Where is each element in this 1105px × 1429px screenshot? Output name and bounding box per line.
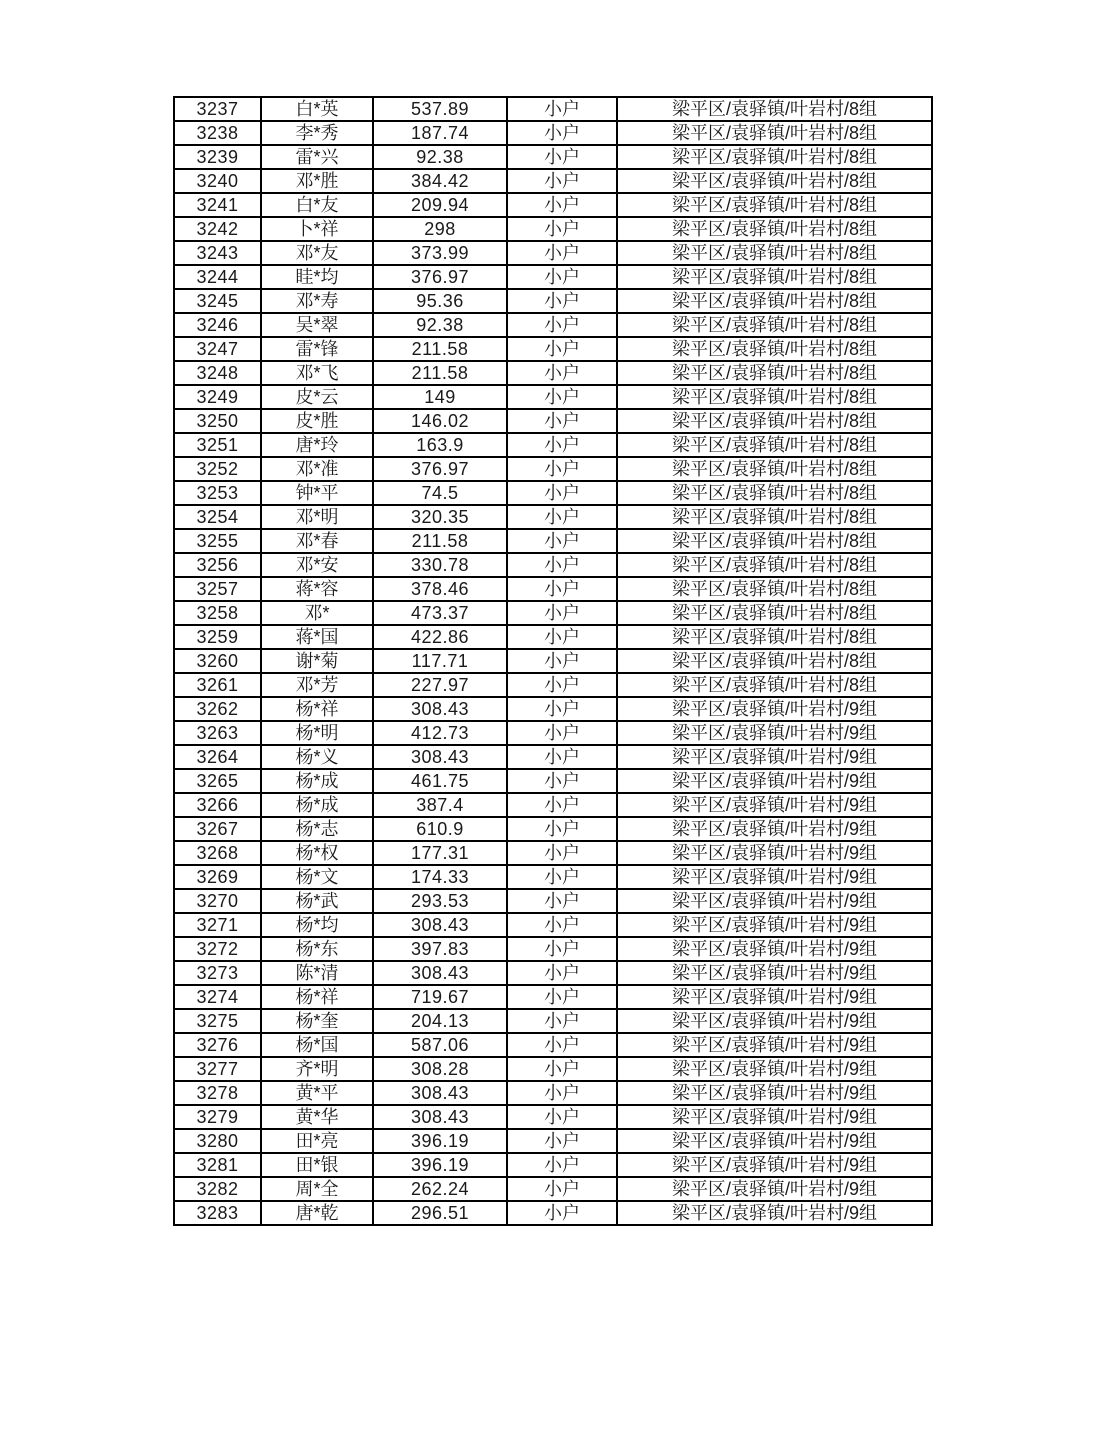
table-row [174, 937, 932, 961]
cell-serial-number: 3252 [174, 457, 261, 481]
cell-household-type: 小户 [507, 289, 617, 313]
cell-household-type: 小户 [507, 745, 617, 769]
cell-serial-number: 3244 [174, 265, 261, 289]
cell-name: 田*银 [261, 1153, 373, 1177]
cell-location: 梁平区/袁驿镇/叶岩村/8组 [617, 265, 932, 289]
cell-area-value: 209.94 [373, 193, 507, 217]
cell-name: 邓* [261, 601, 373, 625]
cell-serial-number: 3267 [174, 817, 261, 841]
cell-serial-number: 3251 [174, 433, 261, 457]
table-row [174, 97, 932, 121]
cell-household-type: 小户 [507, 649, 617, 673]
cell-household-type: 小户 [507, 889, 617, 913]
cell-name: 皮*胜 [261, 409, 373, 433]
cell-location: 梁平区/袁驿镇/叶岩村/8组 [617, 97, 932, 121]
cell-area-value: 187.74 [373, 121, 507, 145]
cell-area-value: 397.83 [373, 937, 507, 961]
cell-area-value: 308.43 [373, 961, 507, 985]
table-row [174, 841, 932, 865]
cell-name: 白*英 [261, 97, 373, 121]
cell-name: 邓*春 [261, 529, 373, 553]
cell-name: 杨*义 [261, 745, 373, 769]
cell-area-value: 74.5 [373, 481, 507, 505]
cell-area-value: 308.43 [373, 913, 507, 937]
cell-household-type: 小户 [507, 961, 617, 985]
cell-name: 邓*准 [261, 457, 373, 481]
table-row [174, 433, 932, 457]
cell-name: 白*友 [261, 193, 373, 217]
cell-area-value: 587.06 [373, 1033, 507, 1057]
table-row [174, 889, 932, 913]
cell-location: 梁平区/袁驿镇/叶岩村/8组 [617, 481, 932, 505]
cell-name: 邓*友 [261, 241, 373, 265]
cell-location: 梁平区/袁驿镇/叶岩村/9组 [617, 745, 932, 769]
table-row [174, 865, 932, 889]
cell-serial-number: 3281 [174, 1153, 261, 1177]
cell-area-value: 422.86 [373, 625, 507, 649]
table-row [174, 961, 932, 985]
cell-name: 杨*奎 [261, 1009, 373, 1033]
cell-serial-number: 3258 [174, 601, 261, 625]
cell-location: 梁平区/袁驿镇/叶岩村/9组 [617, 889, 932, 913]
cell-area-value: 412.73 [373, 721, 507, 745]
cell-area-value: 298 [373, 217, 507, 241]
table-row [174, 697, 932, 721]
cell-location: 梁平区/袁驿镇/叶岩村/8组 [617, 121, 932, 145]
cell-area-value: 174.33 [373, 865, 507, 889]
table-row [174, 481, 932, 505]
cell-location: 梁平区/袁驿镇/叶岩村/8组 [617, 409, 932, 433]
cell-household-type: 小户 [507, 577, 617, 601]
cell-serial-number: 3283 [174, 1201, 261, 1225]
cell-serial-number: 3265 [174, 769, 261, 793]
table-row [174, 601, 932, 625]
table-row [174, 1129, 932, 1153]
cell-location: 梁平区/袁驿镇/叶岩村/8组 [617, 145, 932, 169]
cell-household-type: 小户 [507, 1201, 617, 1225]
cell-serial-number: 3274 [174, 985, 261, 1009]
cell-serial-number: 3277 [174, 1057, 261, 1081]
cell-location: 梁平区/袁驿镇/叶岩村/9组 [617, 793, 932, 817]
cell-serial-number: 3282 [174, 1177, 261, 1201]
cell-name: 杨*志 [261, 817, 373, 841]
table-row [174, 145, 932, 169]
cell-area-value: 473.37 [373, 601, 507, 625]
cell-household-type: 小户 [507, 817, 617, 841]
cell-serial-number: 3269 [174, 865, 261, 889]
cell-area-value: 396.19 [373, 1129, 507, 1153]
cell-household-type: 小户 [507, 1153, 617, 1177]
cell-household-type: 小户 [507, 601, 617, 625]
cell-serial-number: 3245 [174, 289, 261, 313]
cell-location: 梁平区/袁驿镇/叶岩村/8组 [617, 169, 932, 193]
cell-area-value: 146.02 [373, 409, 507, 433]
cell-serial-number: 3255 [174, 529, 261, 553]
table-row [174, 1033, 932, 1057]
cell-area-value: 461.75 [373, 769, 507, 793]
household-area-table [173, 96, 933, 1226]
table-row [174, 193, 932, 217]
cell-household-type: 小户 [507, 1105, 617, 1129]
cell-household-type: 小户 [507, 937, 617, 961]
cell-location: 梁平区/袁驿镇/叶岩村/8组 [617, 505, 932, 529]
cell-household-type: 小户 [507, 97, 617, 121]
cell-household-type: 小户 [507, 1081, 617, 1105]
cell-household-type: 小户 [507, 769, 617, 793]
cell-serial-number: 3264 [174, 745, 261, 769]
cell-location: 梁平区/袁驿镇/叶岩村/8组 [617, 289, 932, 313]
cell-serial-number: 3273 [174, 961, 261, 985]
cell-serial-number: 3241 [174, 193, 261, 217]
cell-serial-number: 3278 [174, 1081, 261, 1105]
cell-household-type: 小户 [507, 529, 617, 553]
cell-serial-number: 3263 [174, 721, 261, 745]
cell-location: 梁平区/袁驿镇/叶岩村/8组 [617, 577, 932, 601]
cell-location: 梁平区/袁驿镇/叶岩村/9组 [617, 1153, 932, 1177]
cell-household-type: 小户 [507, 217, 617, 241]
cell-household-type: 小户 [507, 841, 617, 865]
table-row [174, 313, 932, 337]
table-row [174, 217, 932, 241]
table-row [174, 121, 932, 145]
cell-serial-number: 3247 [174, 337, 261, 361]
cell-area-value: 376.97 [373, 265, 507, 289]
cell-area-value: 95.36 [373, 289, 507, 313]
cell-name: 雷*锋 [261, 337, 373, 361]
cell-location: 梁平区/袁驿镇/叶岩村/9组 [617, 985, 932, 1009]
table-row [174, 457, 932, 481]
cell-name: 邓*胜 [261, 169, 373, 193]
cell-name: 杨*国 [261, 1033, 373, 1057]
table-row [174, 577, 932, 601]
cell-household-type: 小户 [507, 265, 617, 289]
cell-name: 皮*云 [261, 385, 373, 409]
cell-serial-number: 3253 [174, 481, 261, 505]
cell-household-type: 小户 [507, 433, 617, 457]
cell-household-type: 小户 [507, 1009, 617, 1033]
table-row [174, 673, 932, 697]
cell-serial-number: 3262 [174, 697, 261, 721]
cell-location: 梁平区/袁驿镇/叶岩村/8组 [617, 385, 932, 409]
cell-location: 梁平区/袁驿镇/叶岩村/8组 [617, 433, 932, 457]
cell-name: 田*亮 [261, 1129, 373, 1153]
cell-area-value: 308.43 [373, 1081, 507, 1105]
cell-location: 梁平区/袁驿镇/叶岩村/8组 [617, 361, 932, 385]
cell-serial-number: 3237 [174, 97, 261, 121]
cell-name: 杨*成 [261, 793, 373, 817]
cell-area-value: 117.71 [373, 649, 507, 673]
cell-name: 杨*均 [261, 913, 373, 937]
cell-household-type: 小户 [507, 721, 617, 745]
cell-name: 唐*乾 [261, 1201, 373, 1225]
cell-location: 梁平区/袁驿镇/叶岩村/8组 [617, 673, 932, 697]
table-row [174, 553, 932, 577]
table-row [174, 745, 932, 769]
cell-name: 杨*成 [261, 769, 373, 793]
cell-area-value: 384.42 [373, 169, 507, 193]
cell-area-value: 308.43 [373, 1105, 507, 1129]
cell-household-type: 小户 [507, 793, 617, 817]
cell-serial-number: 3257 [174, 577, 261, 601]
table-row [174, 505, 932, 529]
cell-area-value: 92.38 [373, 313, 507, 337]
cell-area-value: 211.58 [373, 337, 507, 361]
cell-household-type: 小户 [507, 457, 617, 481]
cell-location: 梁平区/袁驿镇/叶岩村/8组 [617, 457, 932, 481]
cell-name: 齐*明 [261, 1057, 373, 1081]
cell-area-value: 211.58 [373, 361, 507, 385]
cell-area-value: 396.19 [373, 1153, 507, 1177]
table-row [174, 1105, 932, 1129]
cell-household-type: 小户 [507, 697, 617, 721]
cell-area-value: 610.9 [373, 817, 507, 841]
cell-area-value: 204.13 [373, 1009, 507, 1033]
cell-name: 杨*武 [261, 889, 373, 913]
cell-serial-number: 3259 [174, 625, 261, 649]
cell-location: 梁平区/袁驿镇/叶岩村/9组 [617, 1177, 932, 1201]
cell-serial-number: 3271 [174, 913, 261, 937]
cell-area-value: 373.99 [373, 241, 507, 265]
cell-household-type: 小户 [507, 193, 617, 217]
cell-household-type: 小户 [507, 313, 617, 337]
cell-location: 梁平区/袁驿镇/叶岩村/9组 [617, 1105, 932, 1129]
table-row [174, 289, 932, 313]
table-row [174, 265, 932, 289]
table-row [174, 625, 932, 649]
cell-serial-number: 3238 [174, 121, 261, 145]
cell-name: 吴*翠 [261, 313, 373, 337]
cell-name: 眭*均 [261, 265, 373, 289]
cell-area-value: 320.35 [373, 505, 507, 529]
cell-serial-number: 3260 [174, 649, 261, 673]
cell-name: 杨*权 [261, 841, 373, 865]
cell-household-type: 小户 [507, 625, 617, 649]
cell-serial-number: 3254 [174, 505, 261, 529]
table-row [174, 913, 932, 937]
cell-area-value: 92.38 [373, 145, 507, 169]
cell-location: 梁平区/袁驿镇/叶岩村/8组 [617, 241, 932, 265]
table-row [174, 1057, 932, 1081]
cell-name: 杨*文 [261, 865, 373, 889]
table-row [174, 361, 932, 385]
cell-household-type: 小户 [507, 385, 617, 409]
cell-area-value: 262.24 [373, 1177, 507, 1201]
cell-area-value: 376.97 [373, 457, 507, 481]
cell-area-value: 308.43 [373, 745, 507, 769]
cell-area-value: 211.58 [373, 529, 507, 553]
cell-household-type: 小户 [507, 1129, 617, 1153]
cell-serial-number: 3272 [174, 937, 261, 961]
cell-name: 黄*华 [261, 1105, 373, 1129]
cell-location: 梁平区/袁驿镇/叶岩村/8组 [617, 193, 932, 217]
cell-serial-number: 3249 [174, 385, 261, 409]
cell-serial-number: 3279 [174, 1105, 261, 1129]
cell-area-value: 149 [373, 385, 507, 409]
cell-location: 梁平区/袁驿镇/叶岩村/9组 [617, 1009, 932, 1033]
table-row [174, 1153, 932, 1177]
cell-household-type: 小户 [507, 169, 617, 193]
cell-location: 梁平区/袁驿镇/叶岩村/8组 [617, 529, 932, 553]
table-row [174, 1201, 932, 1225]
table-row [174, 985, 932, 1009]
cell-household-type: 小户 [507, 865, 617, 889]
cell-household-type: 小户 [507, 505, 617, 529]
cell-serial-number: 3276 [174, 1033, 261, 1057]
cell-household-type: 小户 [507, 553, 617, 577]
cell-name: 卜*祥 [261, 217, 373, 241]
cell-name: 杨*东 [261, 937, 373, 961]
cell-area-value: 537.89 [373, 97, 507, 121]
cell-location: 梁平区/袁驿镇/叶岩村/9组 [617, 961, 932, 985]
table-row [174, 1177, 932, 1201]
cell-name: 蒋*国 [261, 625, 373, 649]
cell-location: 梁平区/袁驿镇/叶岩村/9组 [617, 1057, 932, 1081]
cell-household-type: 小户 [507, 481, 617, 505]
cell-household-type: 小户 [507, 1177, 617, 1201]
cell-serial-number: 3240 [174, 169, 261, 193]
cell-household-type: 小户 [507, 1057, 617, 1081]
cell-location: 梁平区/袁驿镇/叶岩村/9组 [617, 937, 932, 961]
table-row [174, 385, 932, 409]
cell-name: 杨*祥 [261, 985, 373, 1009]
cell-location: 梁平区/袁驿镇/叶岩村/9组 [617, 865, 932, 889]
cell-name: 雷*兴 [261, 145, 373, 169]
cell-serial-number: 3242 [174, 217, 261, 241]
cell-name: 周*全 [261, 1177, 373, 1201]
cell-name: 邓*芳 [261, 673, 373, 697]
cell-area-value: 296.51 [373, 1201, 507, 1225]
cell-name: 谢*菊 [261, 649, 373, 673]
cell-name: 邓*明 [261, 505, 373, 529]
cell-name: 蒋*容 [261, 577, 373, 601]
cell-name: 钟*平 [261, 481, 373, 505]
cell-area-value: 387.4 [373, 793, 507, 817]
cell-household-type: 小户 [507, 241, 617, 265]
cell-serial-number: 3280 [174, 1129, 261, 1153]
cell-location: 梁平区/袁驿镇/叶岩村/9组 [617, 1129, 932, 1153]
table-row [174, 769, 932, 793]
cell-location: 梁平区/袁驿镇/叶岩村/8组 [617, 649, 932, 673]
cell-area-value: 378.46 [373, 577, 507, 601]
cell-serial-number: 3256 [174, 553, 261, 577]
cell-serial-number: 3275 [174, 1009, 261, 1033]
cell-location: 梁平区/袁驿镇/叶岩村/9组 [617, 913, 932, 937]
cell-serial-number: 3270 [174, 889, 261, 913]
cell-serial-number: 3243 [174, 241, 261, 265]
cell-household-type: 小户 [507, 121, 617, 145]
cell-area-value: 719.67 [373, 985, 507, 1009]
table-row [174, 529, 932, 553]
cell-area-value: 308.43 [373, 697, 507, 721]
cell-household-type: 小户 [507, 145, 617, 169]
table-row [174, 817, 932, 841]
cell-area-value: 177.31 [373, 841, 507, 865]
cell-area-value: 163.9 [373, 433, 507, 457]
table-row [174, 241, 932, 265]
cell-location: 梁平区/袁驿镇/叶岩村/9组 [617, 817, 932, 841]
cell-name: 黄*平 [261, 1081, 373, 1105]
cell-household-type: 小户 [507, 913, 617, 937]
cell-location: 梁平区/袁驿镇/叶岩村/9组 [617, 697, 932, 721]
cell-location: 梁平区/袁驿镇/叶岩村/9组 [617, 1033, 932, 1057]
cell-location: 梁平区/袁驿镇/叶岩村/8组 [617, 337, 932, 361]
table-row [174, 649, 932, 673]
cell-location: 梁平区/袁驿镇/叶岩村/9组 [617, 721, 932, 745]
cell-serial-number: 3268 [174, 841, 261, 865]
cell-name: 杨*祥 [261, 697, 373, 721]
cell-name: 陈*清 [261, 961, 373, 985]
table-row [174, 409, 932, 433]
cell-name: 邓*安 [261, 553, 373, 577]
cell-location: 梁平区/袁驿镇/叶岩村/9组 [617, 769, 932, 793]
cell-location: 梁平区/袁驿镇/叶岩村/9组 [617, 1081, 932, 1105]
cell-serial-number: 3266 [174, 793, 261, 817]
cell-area-value: 330.78 [373, 553, 507, 577]
cell-location: 梁平区/袁驿镇/叶岩村/8组 [617, 313, 932, 337]
cell-area-value: 308.28 [373, 1057, 507, 1081]
cell-area-value: 227.97 [373, 673, 507, 697]
cell-name: 邓*飞 [261, 361, 373, 385]
cell-serial-number: 3239 [174, 145, 261, 169]
table-row [174, 721, 932, 745]
cell-household-type: 小户 [507, 337, 617, 361]
cell-name: 唐*玲 [261, 433, 373, 457]
cell-location: 梁平区/袁驿镇/叶岩村/8组 [617, 625, 932, 649]
cell-household-type: 小户 [507, 361, 617, 385]
cell-location: 梁平区/袁驿镇/叶岩村/8组 [617, 217, 932, 241]
table-row [174, 793, 932, 817]
table-row [174, 169, 932, 193]
cell-location: 梁平区/袁驿镇/叶岩村/8组 [617, 553, 932, 577]
table-row [174, 1081, 932, 1105]
cell-serial-number: 3250 [174, 409, 261, 433]
cell-household-type: 小户 [507, 409, 617, 433]
cell-area-value: 293.53 [373, 889, 507, 913]
cell-name: 邓*寿 [261, 289, 373, 313]
cell-location: 梁平区/袁驿镇/叶岩村/9组 [617, 841, 932, 865]
cell-name: 李*秀 [261, 121, 373, 145]
table-row [174, 1009, 932, 1033]
table-body [174, 97, 932, 1225]
cell-serial-number: 3246 [174, 313, 261, 337]
table-row [174, 337, 932, 361]
cell-household-type: 小户 [507, 985, 617, 1009]
cell-location: 梁平区/袁驿镇/叶岩村/9组 [617, 1201, 932, 1225]
cell-household-type: 小户 [507, 1033, 617, 1057]
cell-name: 杨*明 [261, 721, 373, 745]
cell-serial-number: 3248 [174, 361, 261, 385]
cell-household-type: 小户 [507, 673, 617, 697]
cell-location: 梁平区/袁驿镇/叶岩村/8组 [617, 601, 932, 625]
cell-serial-number: 3261 [174, 673, 261, 697]
